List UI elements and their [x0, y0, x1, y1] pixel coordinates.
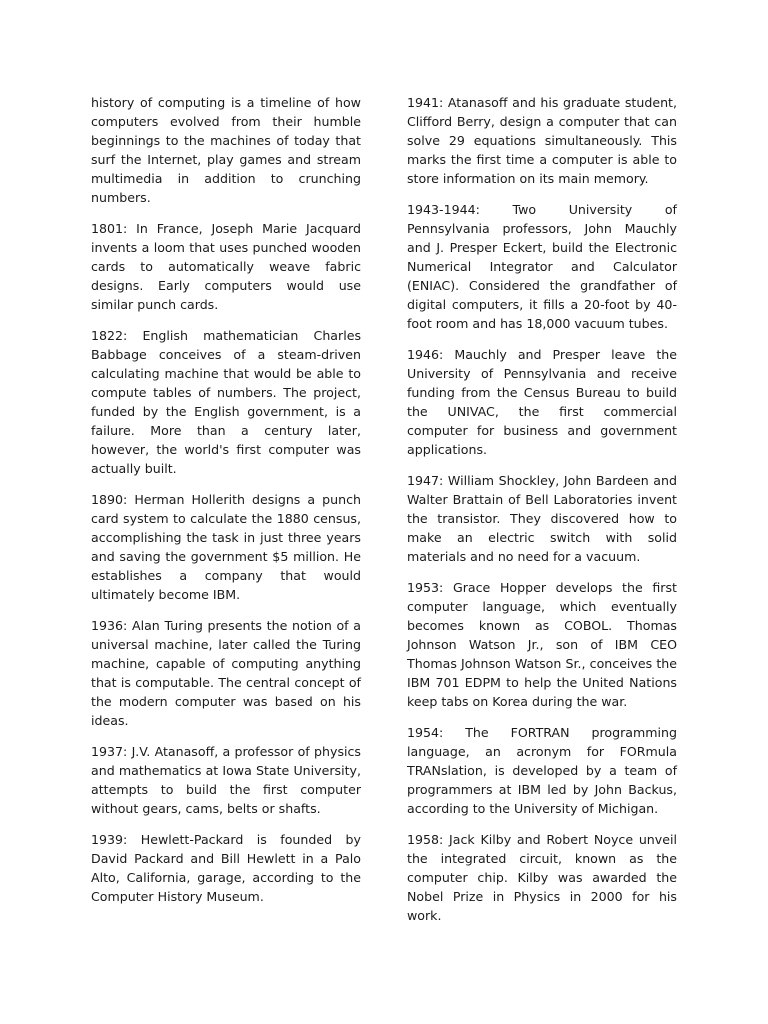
paragraph-1937: 1937: J.V. Atanasoff, a professor of physics and mathematics at Iowa State University, attempts to build the first computer without gears, cams, belts or shafts.	[91, 744, 361, 816]
left-column	[91, 93, 361, 918]
paragraph-intro: history of computing is a timeline of how computers evolved from their humble beginnings to the machines of today that surf the Internet, play games and stream multimedia in addition to crunching numbers.	[91, 95, 361, 205]
paragraph-1941: 1941: Atanasoff and his graduate student, Clifford Berry, design a computer that can solve 29 equations simultaneously. This marks the first time a computer is able to store information on its main memory.	[407, 95, 677, 186]
paragraph-1946: 1946: Mauchly and Presper leave the University of Pennsylvania and receive funding from the Census Bureau to build the UNIVAC, the first commercial computer for business and government applications.	[407, 347, 677, 457]
paragraph-1953: 1953: Grace Hopper develops the first computer language, which eventually becomes known as COBOL. Thomas Johnson Watson Jr., son of IBM CEO Thomas Johnson Watson Sr., conceives the IBM 701 EDPM to help the United Nations keep tabs on Korea during the war.	[407, 580, 677, 709]
paragraph-1947: 1947: William Shockley, John Bardeen and Walter Brattain of Bell Laboratories invent the transistor. They discovered how to make an electric switch with solid materials and no need for a vacuum.	[407, 473, 677, 564]
paragraph-1958: 1958: Jack Kilby and Robert Noyce unveil the integrated circuit, known as the computer chip. Kilby was awarded the Nobel Prize in Physics in 2000 for his work.	[407, 832, 677, 923]
paragraph-1936: 1936: Alan Turing presents the notion of a universal machine, later called the Turing machine, capable of computing anything that is computable. The central concept of the modern computer was based on his ideas.	[91, 618, 361, 728]
paragraph-1943-1944: 1943-1944: Two University of Pennsylvania professors, John Mauchly and J. Presper Eckert, build the Electronic Numerical Integrator and Calculator (ENIAC). Considered the grandfather of digital computers, it fills a 20-foot by 40-foot room and has 18,000 vacuum tubes.	[407, 202, 677, 331]
paragraph-1890: 1890: Herman Hollerith designs a punch card system to calculate the 1880 census, accomplishing the task in just three years and saving the government $5 million. He establishes a company that would ultimately become IBM.	[91, 492, 361, 602]
paragraph-1939: 1939: Hewlett-Packard is founded by David Packard and Bill Hewlett in a Palo Alto, California, garage, according to the Computer History Museum.	[91, 832, 361, 904]
right-column	[407, 93, 677, 937]
paragraph-1822: 1822: English mathematician Charles Babbage conceives of a steam-driven calculating machine that would be able to compute tables of numbers. The project, funded by the English government, is a failure. More than a century later, however, the world's first computer was actually built.	[91, 328, 361, 476]
paragraph-1954: 1954: The FORTRAN programming language, an acronym for FORmula TRANslation, is developed by a team of programmers at IBM led by John Backus, according to the University of Michigan.	[407, 725, 677, 816]
paragraph-1801: 1801: In France, Joseph Marie Jacquard invents a loom that uses punched wooden cards to automatically weave fabric designs. Early computers would use similar punch cards.	[91, 221, 361, 312]
